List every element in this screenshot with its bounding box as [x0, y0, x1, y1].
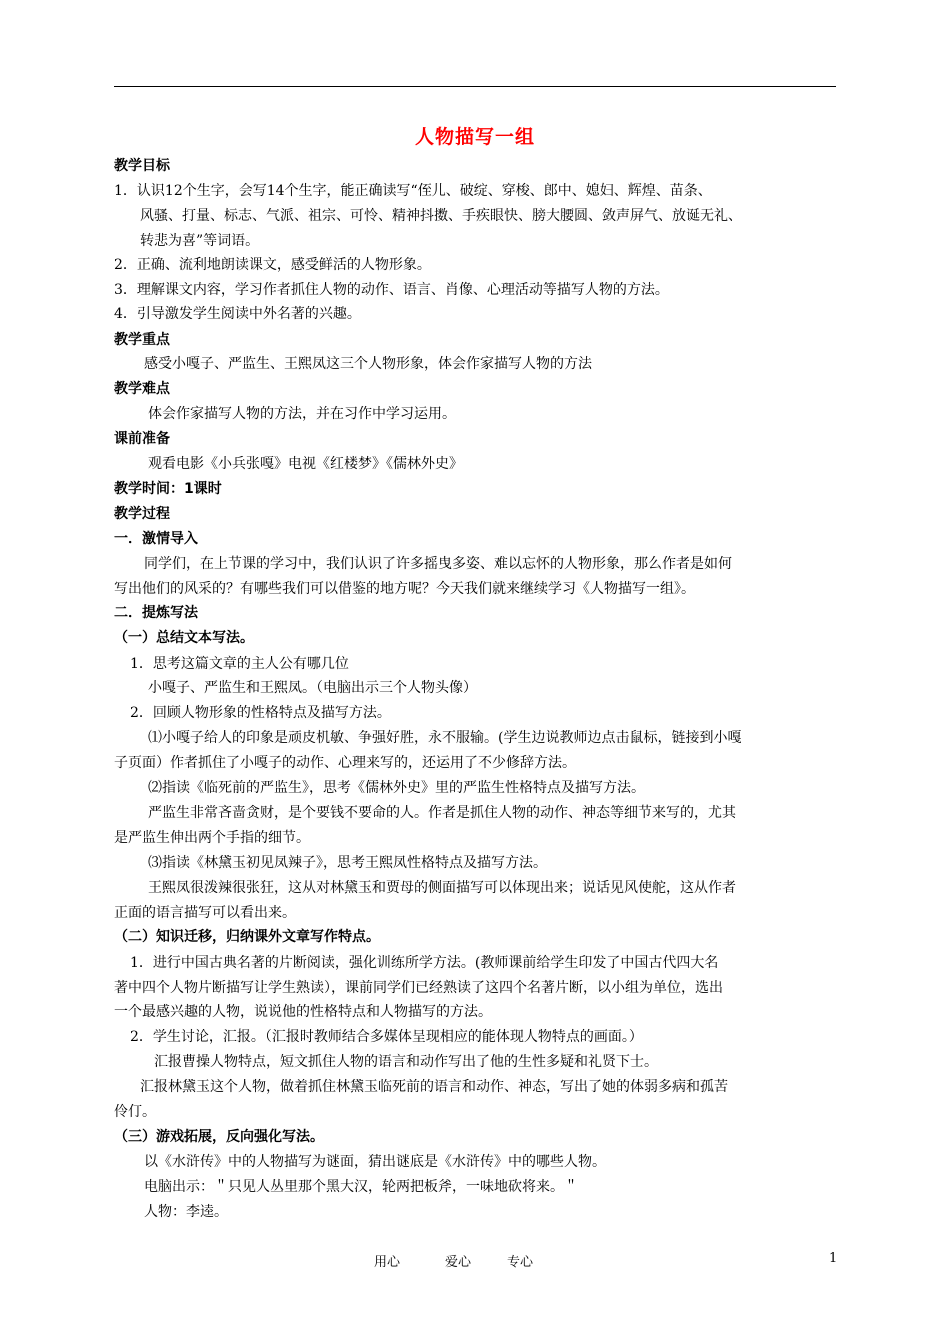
- header-rule: [114, 86, 836, 87]
- text-line: 2．正确、流利地朗读课文，感受鲜活的人物形象。: [114, 257, 431, 273]
- text-line: 以《水浒传》中的人物描写为谜面，猜出谜底是《水浒传》中的哪些人物。: [144, 1154, 606, 1170]
- text-line: 一个最感兴趣的人物，说说他的性格特点和人物描写的方法。: [114, 1004, 492, 1020]
- text-line: 转悲为喜”等词语。: [140, 233, 260, 249]
- section-heading: 教学重点: [114, 332, 170, 348]
- text-line: 伶仃。: [114, 1104, 156, 1120]
- text-line: 小嘎子、严监生和王熙凤。（电脑出示三个人物头像）: [148, 680, 477, 696]
- text-line: 1．进行中国古典名著的片断阅读，强化训练所学方法。(教师课前给学生印发了中国古代四大名: [130, 955, 719, 971]
- text-line: 写出他们的风采的？有哪些我们可以借鉴的地方呢？今天我们就来继续学习《人物描写一组》。: [114, 581, 695, 597]
- text-line: 2．回顾人物形象的性格特点及描写方法。: [130, 705, 391, 721]
- document-title: 人物描写一组: [414, 126, 535, 148]
- text-line: 4．引导激发学生阅读中外名著的兴趣。: [114, 306, 361, 322]
- text-line: 体会作家描写人物的方法，并在习作中学习运用。: [148, 406, 456, 422]
- text-line: ⑶指读《林黛玉初见凤辣子》，思考王熙凤性格特点及描写方法。: [148, 855, 547, 871]
- text-line: 观看电影《小兵张嘎》电视《红楼梦》《儒林外史》: [148, 456, 463, 472]
- text-line: 同学们，在上节课的学习中，我们认识了许多摇曳多姿、难以忘怀的人物形象，那么作者是如何: [144, 556, 732, 572]
- text-line: 1．思考这篇文章的主人公有哪几位: [130, 656, 349, 672]
- footer-word-1: 用心: [374, 1255, 401, 1270]
- text-line: 风骚、打量、标志、气派、祖宗、可怜、精神抖擞、手疾眼快、膀大腰圆、敛声屏气、放诞无礼、: [140, 208, 742, 224]
- text-line: 著中四个人物片断描写让学生熟读），课前同学们已经熟读了这四个名著片断，以小组为单位，选出: [114, 980, 723, 996]
- text-line: 人物：李逵。: [144, 1204, 228, 1220]
- section-heading: （一）总结文本写法。: [114, 630, 254, 646]
- text-line: 感受小嘎子、严监生、王熙凤这三个人物形象，体会作家描写人物的方法: [144, 356, 592, 372]
- text-line: 严监生非常吝啬贪财，是个要钱不要命的人。作者是抓住人物的动作、神态等细节来写的，尤其: [148, 805, 736, 821]
- section-heading: （二）知识迁移，归纳课外文章写作特点。: [114, 929, 380, 945]
- section-heading: 教学时间：1课时: [114, 481, 222, 497]
- text-line: 汇报林黛玉这个人物，做着抓住林黛玉临死前的语言和动作、神态，写出了她的体弱多病和孤苦: [140, 1079, 728, 1095]
- text-line: 子页面）作者抓住了小嘎子的动作、心理来写的，还运用了不少修辞方法。: [114, 755, 576, 771]
- footer-word-2: 爱心: [445, 1255, 472, 1270]
- page-number: 1: [829, 1251, 838, 1266]
- text-line: 正面的语言描写可以看出来。: [114, 905, 296, 921]
- section-heading: （三）游戏拓展，反向强化写法。: [114, 1129, 324, 1145]
- section-heading: 教学难点: [114, 381, 170, 397]
- section-heading: 二．提炼写法: [114, 605, 198, 621]
- text-line: 3．理解课文内容，学习作者抓住人物的动作、语言、肖像、心理活动等描写人物的方法。: [114, 282, 669, 298]
- text-line: ⑴小嘎子给人的印象是顽皮机敏、争强好胜，永不服输。(学生边说教师边点击鼠标，链接到小嘎: [148, 730, 742, 746]
- text-line: 1．认识12个生字，会写14个生字，能正确读写“侄儿、破绽、穿梭、郎中、媳妇、辉煌、苗条、: [114, 183, 712, 199]
- text-line: 2．学生讨论，汇报。（汇报时教师结合多媒体呈现相应的能体现人物特点的画面。）: [130, 1029, 643, 1045]
- text-line: 汇报曹操人物特点，短文抓住人物的语言和动作写出了他的生性多疑和礼贤下士。: [154, 1054, 658, 1070]
- section-heading: 教学过程: [114, 506, 170, 522]
- text-line: 王熙凤很泼辣很张狂，这从对林黛玉和贾母的侧面描写可以体现出来；说话见风使舵，这从作者: [148, 880, 736, 896]
- text-line: 电脑出示：＂只见人丛里那个黑大汉，轮两把板斧，一味地砍将来。＂: [144, 1179, 578, 1195]
- section-heading: 教学目标: [114, 158, 170, 174]
- footer-word-3: 专心: [507, 1255, 534, 1270]
- section-heading: 课前准备: [114, 431, 170, 447]
- section-heading: 一．激情导入: [114, 531, 198, 547]
- text-line: 是严监生伸出两个手指的细节。: [114, 830, 310, 846]
- text-line: ⑵指读《临死前的严监生》，思考《儒林外史》里的严监生性格特点及描写方法。: [148, 780, 645, 796]
